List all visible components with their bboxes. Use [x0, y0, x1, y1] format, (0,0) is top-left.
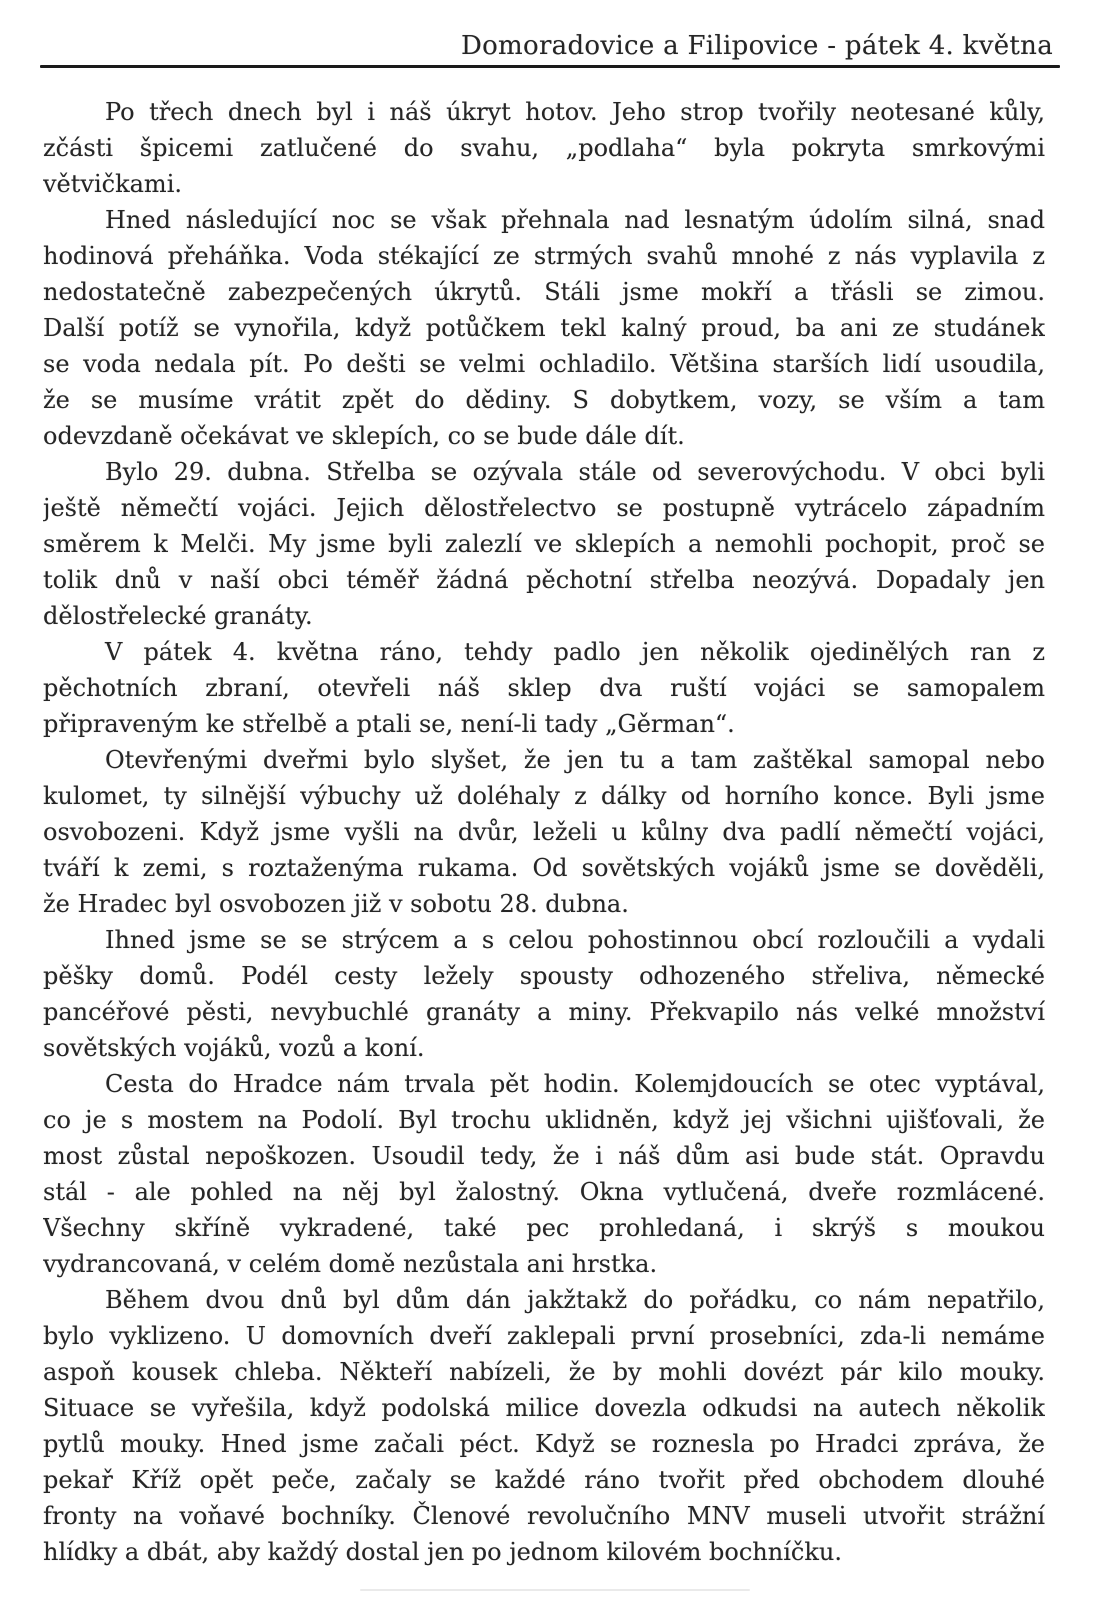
text-line: pytlů mouky. Hned jsme začali péct. Když se roznesla po Hradci zpráva, že: [43, 1430, 1045, 1458]
text-line: hodinová přeháňka. Voda stékající ze strmých svahů mnohé z nás vyplavila z: [43, 242, 1045, 270]
text-line: fronty na voňavé bochníky. Členové revolučního MNV museli utvořit strážní: [43, 1502, 1045, 1530]
paragraph: [43, 454, 1045, 634]
text-line: Další potíž se vynořila, když potůčkem tekl kalný proud, ba ani ze studánek: [43, 314, 1045, 342]
text-line: pěšky domů. Podél cesty ležely spousty odhozeného střeliva, německé: [43, 962, 1045, 990]
paragraph: [43, 742, 1045, 922]
scan-artifact-line: [360, 1589, 750, 1591]
paragraph: [43, 1066, 1045, 1282]
text-line: směrem k Melči. My jsme byli zalezlí ve sklepích a nemohli pochopit, proč se: [43, 530, 1045, 558]
paragraph: [43, 94, 1045, 202]
running-header: Domoradovice a Filipovice - pátek 4. května: [460, 31, 1053, 61]
text-line: osvobozeni. Když jsme vyšli na dvůr, leželi u kůlny dva padlí němečtí vojáci,: [43, 818, 1045, 846]
text-line: aspoň kousek chleba. Někteří nabízeli, že by mohli dovézt pár kilo mouky.: [43, 1358, 1045, 1386]
text-line: kulomet, ty silnější výbuchy už doléhaly z dálky od horního konce. Byli jsme: [43, 782, 1045, 810]
text-line: tolik dnů v naší obci téměř žádná pěchotní střelba neozývá. Dopadaly jen: [43, 566, 1045, 594]
text-line: odevzdaně očekávat ve sklepích, co se bude dále dít.: [43, 422, 685, 450]
text-line: Cesta do Hradce nám trvala pět hodin. Kolemjdoucích se otec vyptával,: [105, 1070, 1045, 1098]
text-line: hlídky a dbát, aby každý dostal jen po jednom kilovém bochníčku.: [43, 1538, 842, 1566]
text-line: zčásti špicemi zatlučené do svahu, „podlaha“ byla pokryta smrkovými: [43, 134, 1045, 162]
text-line: V pátek 4. května ráno, tehdy padlo jen několik ojedinělých ran z: [105, 638, 1045, 666]
text-line: sovětských vojáků, vozů a koní.: [43, 1034, 425, 1062]
text-line: Ihned jsme se se strýcem a s celou pohostinnou obcí rozloučili a vydali: [105, 926, 1045, 954]
paragraph: [43, 634, 1045, 742]
text-line: stál - ale pohled na něj byl žalostný. Okna vytlučená, dveře rozmlácené.: [43, 1178, 1045, 1206]
text-line: ještě němečtí vojáci. Jejich dělostřelectvo se postupně vytrácelo západním: [43, 494, 1045, 522]
paragraph: [43, 202, 1045, 454]
text-line: se voda nedala pít. Po dešti se velmi ochladilo. Většina starších lidí usoudila,: [43, 350, 1045, 378]
text-line: vydrancovaná, v celém domě nezůstala ani hrstka.: [43, 1250, 658, 1278]
text-line: co je s mostem na Podolí. Byl trochu uklidněn, když jej všichni ujišťovali, že: [43, 1106, 1045, 1134]
text-line: větvičkami.: [43, 170, 182, 198]
text-line: Hned následující noc se však přehnala nad lesnatým údolím silná, snad: [105, 206, 1045, 234]
text-line: bylo vyklizeno. U domovních dveří zaklepali první prosebníci, zda-li nemáme: [43, 1322, 1045, 1350]
text-line: Po třech dnech byl i náš úkryt hotov. Jeho strop tvořily neotesané kůly,: [105, 98, 1045, 126]
text-line: že Hradec byl osvobozen již v sobotu 28. dubna.: [43, 890, 629, 918]
header-rule: [40, 65, 1060, 68]
paragraph: [43, 1282, 1045, 1570]
text-line: Otevřenými dveřmi bylo slyšet, že jen tu a tam zaštěkal samopal nebo: [105, 746, 1045, 774]
text-line: pekař Kříž opět peče, začaly se každé ráno tvořit před obchodem dlouhé: [43, 1466, 1045, 1494]
text-line: pěchotních zbraní, otevřeli náš sklep dva ruští vojáci se samopalem: [43, 674, 1045, 702]
text-line: tváří k zemi, s roztaženýma rukama. Od sovětských vojáků jsme se dověděli,: [43, 854, 1045, 882]
text-line: nedostatečně zabezpečených úkrytů. Stáli jsme mokří a třásli se zimou.: [43, 278, 1045, 306]
text-line: most zůstal nepoškozen. Usoudil tedy, že i náš dům asi bude stát. Opravdu: [43, 1142, 1045, 1170]
paragraph: [43, 922, 1045, 1066]
text-line: dělostřelecké granáty.: [43, 602, 313, 630]
text-line: že se musíme vrátit zpět do dědiny. S dobytkem, vozy, se vším a tam: [43, 386, 1045, 414]
text-line: Bylo 29. dubna. Střelba se ozývala stále od severovýchodu. V obci byli: [105, 458, 1045, 486]
text-line: připraveným ke střelbě a ptali se, není-li tady „Gěrman“.: [43, 710, 735, 738]
text-line: pancéřové pěsti, nevybuchlé granáty a miny. Překvapilo nás velké množství: [43, 998, 1045, 1026]
text-line: Všechny skříně vykradené, také pec prohledaná, i skrýš s moukou: [43, 1214, 1045, 1242]
text-line: Situace se vyřešila, když podolská milice dovezla odkudsi na autech několik: [43, 1394, 1045, 1422]
body-text: [43, 94, 1045, 1570]
text-line: Během dvou dnů byl dům dán jakžtakž do pořádku, co nám nepatřilo,: [105, 1286, 1045, 1314]
